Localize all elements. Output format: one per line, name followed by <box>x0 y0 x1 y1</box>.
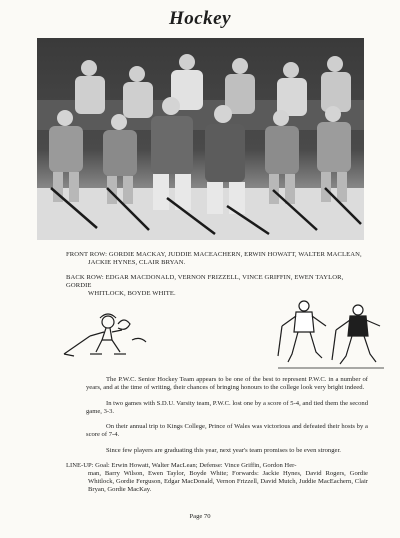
team-photo <box>37 38 364 240</box>
front-row-label: FRONT ROW: <box>66 251 108 258</box>
team-photo-illustration <box>37 38 364 240</box>
paragraph-sdu-games: In two games with S.D.U. Varsity team, P.W.C. lost one by a score of 5-4, and tied them the second game, 3-3. <box>86 400 368 415</box>
front-row-names-line2: JACKIE HYNES, CLAIR BRYAN. <box>88 259 186 266</box>
back-row-names-line2: WHITLOCK, BOYDE WHITE. <box>88 290 176 297</box>
back-row-label: BACK ROW: <box>66 274 104 281</box>
paragraph-next-year: Since few players are graduating this year, next year's team promises to be even stronger. <box>106 447 341 454</box>
line-up-continued: man, Barry Wilson, Ewen Taylor, Boyde White; Forwards: Jackie Hynes, David Rogers, Gordie Whitlock, Gordie Ferguson, Edgar MacDonald, Vernon Frizzell, David Mutch, Juddie MacEachern, Clair Bryan, Gordie MacKay. <box>88 470 368 493</box>
skater-cartoon-icon <box>60 310 152 360</box>
hockey-cartoon-left <box>60 310 152 360</box>
page-title: Hockey <box>168 8 232 29</box>
back-row-names-line1: EDGAR MACDONALD, VERNON FRIZZELL, VINCE GRIFFIN, EWEN TAYLOR, GORDIE <box>66 274 344 289</box>
front-row-caption <box>66 251 366 267</box>
front-row-names-line1: GORDIE MACKAY, JUDDIE MACEACHERN, ERWIN HOWATT, WALTER MACLEAN, <box>108 251 362 258</box>
back-row-caption <box>66 274 366 298</box>
paragraph-kings-college-trip: On their annual trip to Kings College, Prince of Wales was victorious and defeated their hosts by a score of 7-4. <box>86 423 368 438</box>
hockey-players-illustration-right <box>276 296 386 372</box>
paragraph-team-outlook: The P.W.C. Senior Hockey Team appears to be one of the best to represent P.W.C. in a number of years, and at the time of writing, their chances of bringing honours to the college look very bright indeed. <box>86 376 368 391</box>
page-number: Page 70 <box>189 513 211 520</box>
line-up-first-line: LINE-UP: Goal: Erwin Howatt, Walter MacLean; Defense: Vince Griffin, Gordon Her- <box>66 462 297 469</box>
hockey-players-icon <box>276 296 386 372</box>
paragraph-line-up <box>66 462 368 494</box>
